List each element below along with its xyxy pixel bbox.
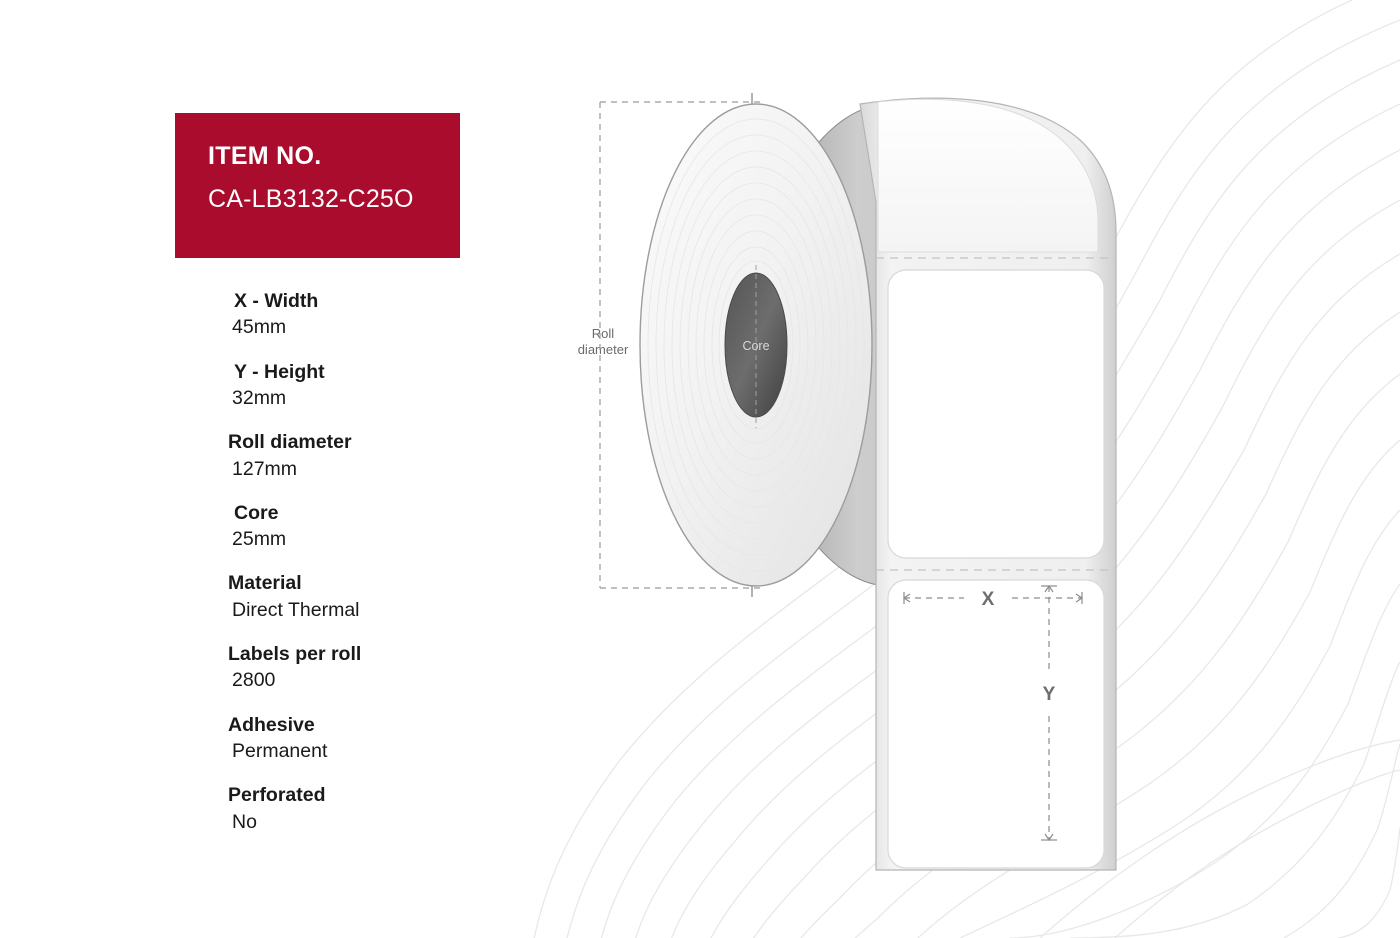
- roll-diameter-label-line1: Roll: [591, 326, 615, 341]
- spec-value-roll-diameter: 127mm: [232, 457, 298, 480]
- label-bottom: [888, 580, 1104, 868]
- spec-row-perforated: [228, 782, 558, 836]
- spec-row-labels-per-roll: [228, 641, 558, 695]
- spec-value-core: 25mm: [232, 528, 287, 551]
- item-number-code: CA-LB3132-C25O: [208, 185, 414, 213]
- spec-value-width: 45mm: [232, 316, 287, 339]
- spec-label-perforated: Perforated: [228, 784, 326, 807]
- spec-value-material: Direct Thermal: [232, 598, 360, 621]
- core-label: Core: [742, 339, 770, 353]
- roll-diameter-label-line2: diameter: [577, 342, 629, 358]
- spec-value-adhesive: Permanent: [232, 739, 328, 762]
- spec-label-roll-diameter: Roll diameter: [228, 431, 352, 454]
- label-web: [860, 98, 1116, 870]
- spec-row-roll-diameter: [228, 429, 558, 483]
- item-number-badge: [175, 113, 460, 258]
- x-dimension-label: X: [981, 589, 995, 610]
- item-number-title: ITEM NO.: [208, 142, 322, 170]
- spec-row-core: [228, 500, 558, 554]
- spec-label-material: Material: [228, 572, 302, 595]
- spec-row-material: [228, 570, 558, 624]
- spec-row-width: [228, 288, 558, 342]
- spec-label-width: X - Width: [234, 290, 319, 312]
- spec-value-labels-per-roll: 2800: [232, 669, 276, 692]
- spec-value-height: 32mm: [232, 386, 287, 409]
- label-middle: [888, 270, 1104, 558]
- spec-label-height: Y - Height: [234, 360, 325, 383]
- label-roll-diagram: [560, 80, 1180, 900]
- spec-value-perforated: No: [232, 810, 257, 833]
- spec-label-labels-per-roll: Labels per roll: [228, 643, 362, 666]
- spec-label-adhesive: Adhesive: [228, 713, 315, 736]
- specification-list: [228, 288, 558, 853]
- spec-label-core: Core: [234, 501, 279, 524]
- y-dimension-label: Y: [1042, 684, 1056, 705]
- spec-row-adhesive: [228, 712, 558, 766]
- spec-row-height: [228, 359, 558, 413]
